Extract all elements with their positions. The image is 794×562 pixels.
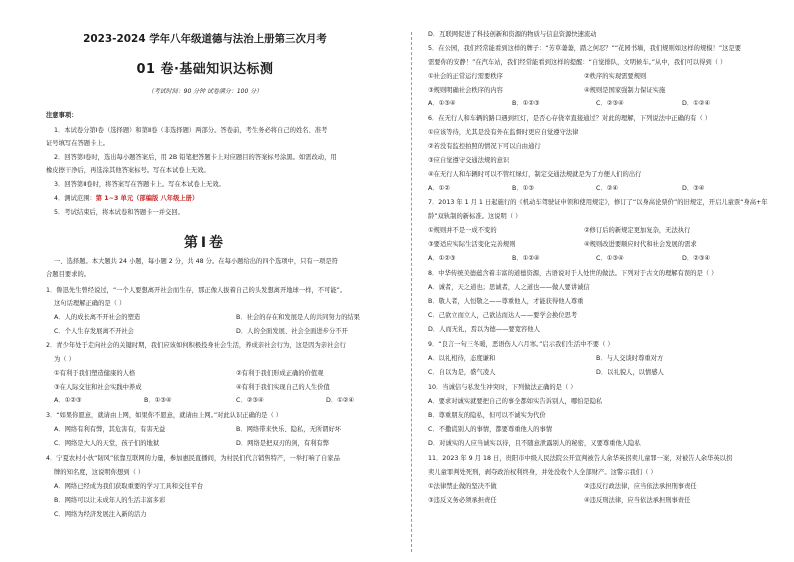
option-c[interactable]: C．自以为是，盛气凌人 — [428, 369, 496, 376]
option-d[interactable]: D．①②④ — [326, 397, 355, 404]
option-b[interactable]: B．尊重朋友的隐私，但可以不诚实为代价 — [428, 412, 546, 419]
option-a[interactable]: A．网络有利有弊，其危害有，有害无益 — [54, 426, 166, 433]
statement: ①有利于我们塑造健康的人格 — [54, 370, 136, 377]
option-b[interactable]: B．与人交谈时尊重对方 — [596, 355, 664, 362]
option-c[interactable]: C．②③④ — [596, 100, 624, 107]
statement: ②修订后的新规定更加复杂，无法执行 — [584, 227, 691, 234]
question-stem: 9．“良言一句三冬暖，恶语伤人六月寒。”启示我们生活中不要（ ） — [428, 341, 614, 348]
statement: ①应该等待，尤其是没有外在监督时更应自觉遵守法律 — [428, 129, 579, 136]
exam-title: 2023-2024 学年八年级道德与法治上册第三次月考 — [83, 33, 327, 45]
right-column — [420, 0, 794, 562]
option-a[interactable]: A．人的成长离不开社会的塑造 — [54, 314, 141, 321]
question-stem: 1．鲁迅先生曾经说过，“一个人要想离开社会而生存，那正像人拔着自己的头发想离开地球一样，不可能”。 — [46, 287, 347, 294]
paper-name: 01 卷·基础知识达标测 — [136, 62, 274, 77]
note-line: 2．回答第Ⅰ卷时，选出每小题答案后，用 2B 铅笔把答题卡上对应题目的答案标号涂黑。如需改动，用 — [54, 154, 337, 161]
question-stem: 8．中华传统美德蕴含着丰富的道德资源，古语说对于人处世的做法。下列对于古文的理解有误的是（ ） — [428, 270, 718, 277]
option-b[interactable]: B．敬人者，人恒敬之——尊重他人，才能获得他人尊重 — [428, 298, 584, 305]
option-c[interactable]: C．个人生存发展离不开社会 — [54, 328, 134, 335]
option-a[interactable]: A．①③④ — [428, 100, 456, 107]
option-a[interactable]: A．①②③ — [428, 255, 456, 262]
option-b[interactable]: B．社会的存在和发展是人的共同努力的结果 — [236, 314, 360, 321]
option-d[interactable]: D．人而无礼，焉以为德——要宽容他人 — [428, 326, 540, 333]
note-line: 橡皮擦干净后，再选涂其他答案标号。写在本试卷上无效。 — [46, 167, 210, 174]
question-stem: 10．当诚信与私发生冲突时，下列做法正确的是（ ） — [428, 384, 577, 391]
statement: ①法律禁止做的坚决不做 — [428, 483, 497, 490]
option-a[interactable]: A．要求对诚实就要把自己的事全都如实告诉别人，哪怕是隐私 — [428, 398, 603, 405]
statement: ③规则明确社会秩序的内容 — [428, 87, 503, 94]
option-b[interactable]: B．①②③ — [512, 100, 540, 107]
note-line: 3．回答第Ⅱ卷时，将答案写在答题卡上。写在本试卷上无效。 — [54, 181, 225, 188]
option-c[interactable]: C．①③④ — [596, 255, 624, 262]
question-stem: 需要你的安静！”在汽车站，我们经常能看到这样的提醒：“自觉排队，文明候车。”从中，我们可以得到（ ） — [428, 59, 727, 66]
scope-value: 第 1~3 单元（部编版 八年级上册） — [95, 195, 199, 202]
option-c[interactable]: C．②④ — [596, 185, 618, 192]
option-b[interactable]: B．①②④ — [512, 255, 540, 262]
option-b[interactable]: B．网络可以让未成年人的生活丰富多彩 — [54, 497, 166, 504]
note-line: 5．考试结束后，将本试卷和答题卡一并交回。 — [54, 209, 184, 216]
question-stem: 5．在公园，我们经常能看到这样的牌子：“芳草萋萋，踏之何忍？”“花园书墙，我们规则如这样的规模！”这是要 — [428, 45, 742, 52]
note-line-scope — [54, 195, 198, 203]
option-c[interactable]: C．己欲立而立人，己欲达而达人——要学会换位思考 — [428, 312, 578, 319]
statement: ③在人际交往和社会实践中养成 — [54, 384, 142, 391]
question-stem: 牌的知名度，这说明你想到（ ） — [54, 469, 145, 476]
option-c[interactable]: C．不撒谎别人的事情，都要尊重他人的事情 — [428, 426, 553, 433]
option-d[interactable]: D．互联网促进了科技创新和资源的物质与信息资源快速流动 — [428, 31, 597, 38]
option-a[interactable]: A．网络已经成为我们获取重要的学习工具和交往平台 — [54, 483, 204, 490]
note-line: 1．本试卷分第Ⅰ卷（选择题）和第Ⅱ卷（非选择题）两部分。答卷前，考生务必将自己的姓名、准考 — [54, 127, 328, 134]
question-stem: 卖儿童罪判处死刑，剥夺政治权利终身，并处没收个人全部财产。这警示我们（ ） — [428, 469, 657, 476]
option-d[interactable]: D．对诚实的人应当诚实以待，且不随意泄露别人的秘密，又要尊重他人隐私 — [428, 440, 641, 447]
scope-prefix: 4．测试范围： — [54, 195, 96, 202]
statement: ④在无行人和车辆时可以不管红绿灯，制定交通法规就是为了方便人们的出行 — [428, 171, 642, 178]
question-stem: 这句话理解正确的是（ ） — [54, 300, 126, 307]
option-d[interactable]: D．②③④ — [682, 255, 711, 262]
option-a[interactable]: A．①②③ — [54, 397, 82, 404]
notes-label: 注意事项： — [46, 112, 78, 119]
question-stem: 4．宁夏农村小伙“韧风”依靠互联网的力量，参加惠民直播间，为村民们代言销售特产，一举打响了自家品 — [46, 455, 340, 462]
statement: ①规则并不是一成不变的 — [428, 227, 497, 234]
option-d[interactable]: D．网络是把双刃的剑，有利有弊 — [236, 440, 330, 447]
option-c[interactable]: C．网络为经济发展注入新的活力 — [54, 511, 147, 518]
option-d[interactable]: D．①②④ — [682, 100, 711, 107]
question-stem: 3．“如果你愿意，就请由上网，如果你不愿意，就请由上网。”对此认识正确的是（ ） — [46, 412, 283, 419]
option-b[interactable]: B．网络带来快乐、隐私，无所谓好坏 — [236, 426, 342, 433]
option-d[interactable]: D．以礼貌人，以情感人 — [596, 369, 664, 376]
question-stem: 龄”双轨制的新标准。这说明（ ） — [428, 213, 522, 220]
statement: ①社会的正常运行需要秩序 — [428, 73, 503, 80]
statement: ④规则改进要顺应时代和社会发展的需求 — [584, 241, 697, 248]
option-d[interactable]: D．人的全面发展、社会全面进步分不开 — [236, 328, 348, 335]
fold-divider — [411, 32, 412, 552]
statement: ④规则是国家强制力保证实施 — [584, 87, 666, 94]
statement: ③要适应实际生活变化完善规则 — [428, 241, 516, 248]
option-b[interactable]: B．①③④ — [144, 397, 172, 404]
exam-meta: （考试时间：90 分钟 试卷满分：100 分） — [147, 88, 263, 95]
question-stem: 6．在无行人和车辆的路口遇到红灯，是否心存侥幸直接通过？对此的理解，下列说法中正确的有（ ） — [428, 115, 712, 122]
option-a[interactable]: A．以礼相待，态度谦和 — [428, 355, 496, 362]
option-c[interactable]: C．②③④ — [236, 397, 264, 404]
section-title: 第Ⅰ卷 — [183, 235, 226, 251]
statement: ③应自觉遵守交通法规的意识 — [428, 157, 510, 164]
statement: ②秩序的实现需要规则 — [584, 73, 647, 80]
statement: ②违反行政法律，应当依法承担刑事责任 — [584, 483, 697, 490]
section-intro: 一、选择题。本大题共 24 小题，每小题 2 分，共 48 分。在每小题给出的四个选项中，只有一项是符 — [54, 258, 338, 265]
option-a[interactable]: A．①② — [428, 185, 450, 192]
statement: ②若没有监控拍照的情况下可以自由通行 — [428, 143, 541, 150]
section-intro: 合题目要求的。 — [46, 271, 91, 278]
option-a[interactable]: A．诚者，天之道也；思诚者，人之道也——做人要讲诚信 — [428, 284, 590, 291]
question-stem: 2．青少年处于走向社会的关键时期，我们应该如何积极投身社会生活，养成亲社会行为，这是因为亲社会行 — [46, 342, 346, 349]
option-b[interactable]: B．①③ — [512, 185, 534, 192]
option-d[interactable]: D．③④ — [682, 185, 705, 192]
statement: ④有利于我们实现自己的人生价值 — [236, 384, 330, 391]
question-stem: 为（ ） — [54, 356, 75, 363]
statement: ③违反义务必须承担责任 — [428, 497, 497, 504]
statement: ④违反刑法律，应当依法承担刑事责任 — [584, 497, 691, 504]
note-line: 证号填写在答题卡上。 — [46, 140, 109, 147]
question-stem: 11．2023 年 9 月 18 日，贵阳市中级人民法院公开宣判被告人余华英拐卖儿童罪一案，对被告人余华英以拐 — [428, 455, 733, 462]
question-stem: 7．2013 年 1 月 1 日起施行的《机动车驾驶证申领和使用规定》，修订了“以身高论票价”的旧规定，开启儿童票“身高+年 — [428, 199, 768, 206]
option-c[interactable]: C．网络是大人的天堂，孩子们的地狱 — [54, 440, 160, 447]
statement: ②有利于我们形成正确的价值观 — [236, 370, 324, 377]
